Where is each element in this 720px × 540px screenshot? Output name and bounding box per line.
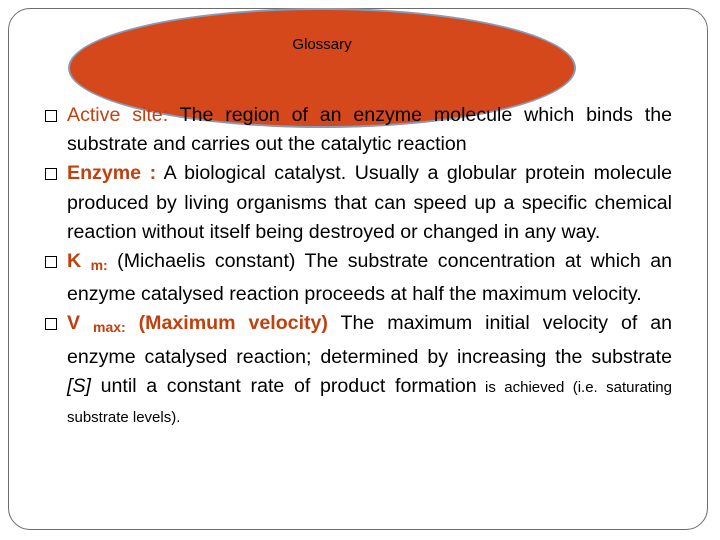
definition-km: (Michaelis constant) The substrate concentration at which an enzyme catalysed reaction proceeds at half the maximum velocity.	[67, 250, 672, 306]
bullet-icon	[45, 168, 57, 180]
glossary-entry-vmax	[44, 309, 672, 432]
bullet-icon	[45, 318, 57, 330]
glossary-entry-active-site	[44, 101, 672, 159]
bullet-icon	[45, 110, 57, 122]
substrate-symbol: [S]	[67, 374, 91, 397]
slide-title: Glossary	[292, 36, 352, 53]
definition-vmax: The maximum initial velocity of an enzyme catalysed reaction; determined by increasing the substrate	[67, 312, 673, 368]
term-vmax-subscript: max:	[93, 319, 126, 336]
definition-enzyme: A biological catalyst. Usually a globular protein molecule produced by living organisms that can speed up a specific chemical reaction without itself being destroyed or changed in any way.	[67, 162, 673, 243]
term-separator: :	[162, 104, 169, 126]
term-separator: :	[141, 162, 157, 185]
bullet-icon	[45, 256, 57, 268]
glossary-entry-enzyme	[44, 159, 672, 247]
term-active-site: Active site	[67, 104, 163, 126]
definition-vmax-continued: until a constant rate of product formation	[90, 374, 477, 397]
definition-vmax-note: is achieved (i.e. saturating substrate levels).	[67, 378, 672, 427]
definition-active-site: The region of an enzyme molecule which binds the substrate and carries out the catalytic reaction	[67, 104, 672, 156]
term-vmax: V	[67, 312, 94, 335]
term-enzyme: Enzyme	[67, 162, 142, 185]
glossary-list	[44, 101, 672, 432]
glossary-entry-km	[44, 247, 672, 309]
term-km: K	[67, 250, 91, 273]
term-km-subscript: m:	[90, 257, 108, 274]
term-vmax-name: (Maximum velocity)	[125, 312, 328, 335]
